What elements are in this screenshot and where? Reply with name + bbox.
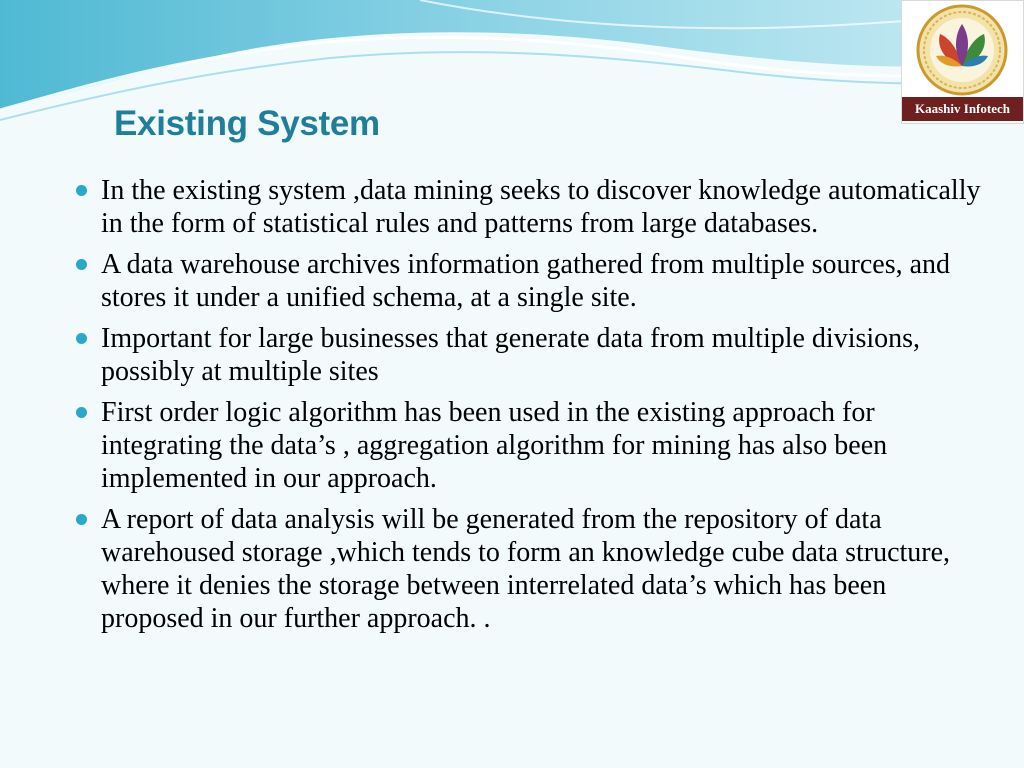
bullet-list bbox=[74, 174, 994, 643]
bullet-item bbox=[74, 503, 994, 635]
bullet-item bbox=[74, 174, 994, 240]
bullet-text: A data warehouse archives information gathered from multiple sources, and stores it under a unified schema, at a single site. bbox=[101, 249, 951, 313]
bullet-icon bbox=[76, 514, 87, 525]
bullet-item bbox=[74, 322, 994, 388]
bullet-icon bbox=[76, 259, 87, 270]
company-logo bbox=[901, 0, 1024, 124]
slide-title: Existing System bbox=[114, 104, 380, 143]
bullet-icon bbox=[76, 333, 87, 344]
bullet-item bbox=[74, 396, 994, 495]
kaashiv-infotech-logo-icon bbox=[906, 4, 1019, 96]
bullet-icon bbox=[76, 407, 87, 418]
bullet-icon bbox=[76, 185, 87, 196]
bullet-text: First order logic algorithm has been used in the existing approach for integrating the data’s , aggregation algorithm for mining has also been implemented in our approach. bbox=[101, 397, 888, 494]
bullet-text: A report of data analysis will be generated from the repository of data warehoused storage ,which tends to form an knowledge cube data structure, where it denies the storage between interrelated data’s which has been proposed in our further approach. . bbox=[101, 504, 951, 634]
bullet-text: In the existing system ,data mining seeks to discover knowledge automatically in the form of statistical rules and patterns from large databases. bbox=[101, 175, 981, 239]
bullet-item bbox=[74, 248, 994, 314]
logo-text: Kaashiv Infotech bbox=[902, 97, 1023, 121]
bullet-text: Important for large businesses that generate data from multiple divisions, possibly at multiple sites bbox=[101, 323, 921, 387]
